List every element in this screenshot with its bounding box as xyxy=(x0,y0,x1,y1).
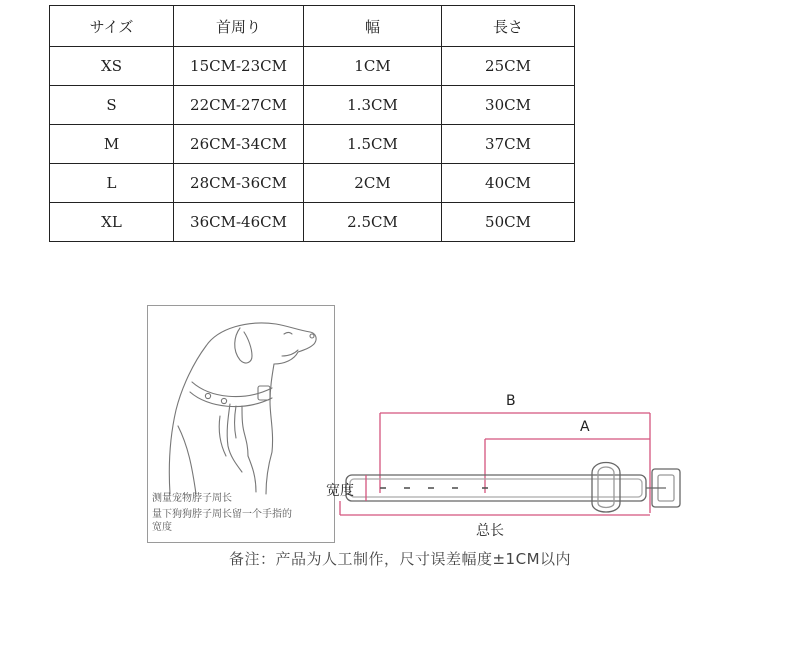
caption-line-3: 宽度 xyxy=(152,522,172,533)
table-row xyxy=(50,86,575,125)
cell-size: L xyxy=(50,164,174,203)
cell-size: XS xyxy=(50,47,174,86)
cell-size: M xyxy=(50,125,174,164)
table-row xyxy=(50,203,575,242)
collar-strap xyxy=(346,463,680,513)
cell-neck: 36CM-46CM xyxy=(174,203,304,242)
table-row xyxy=(50,47,575,86)
dog-illustration xyxy=(147,305,335,543)
label-total: 总长 xyxy=(476,523,504,539)
dimension-total xyxy=(340,501,650,515)
table-row xyxy=(50,164,575,203)
caption-line-2: 量下狗狗脖子周长留一个手指的 xyxy=(152,509,292,520)
caption-line-1: 测量宠物脖子周长 xyxy=(152,493,232,504)
cell-length: 25CM xyxy=(442,47,575,86)
collar-dimension-diagram xyxy=(326,385,700,545)
label-a: A xyxy=(580,419,590,435)
cell-length: 30CM xyxy=(442,86,575,125)
cell-length: 50CM xyxy=(442,203,575,242)
cell-length: 40CM xyxy=(442,164,575,203)
table-header-row xyxy=(50,6,575,47)
header-length: 長さ xyxy=(442,6,575,47)
label-b: B xyxy=(506,393,516,409)
dog-collar-drawing xyxy=(148,306,334,496)
cell-width: 1.5CM xyxy=(304,125,442,164)
cell-neck: 28CM-36CM xyxy=(174,164,304,203)
cell-size: S xyxy=(50,86,174,125)
cell-neck: 26CM-34CM xyxy=(174,125,304,164)
header-neck: 首周り xyxy=(174,6,304,47)
cell-width: 1CM xyxy=(304,47,442,86)
dimension-a xyxy=(485,439,650,493)
cell-width: 2CM xyxy=(304,164,442,203)
cell-neck: 22CM-27CM xyxy=(174,86,304,125)
cell-width: 2.5CM xyxy=(304,203,442,242)
footnote: 备注：产品为人工制作，尺寸误差幅度±1CM以内 xyxy=(228,550,572,568)
cell-size: XL xyxy=(50,203,174,242)
cell-neck: 15CM-23CM xyxy=(174,47,304,86)
table-row xyxy=(50,125,575,164)
label-width: 宽度 xyxy=(326,483,354,499)
size-table xyxy=(49,5,575,242)
header-width: 幅 xyxy=(304,6,442,47)
header-size: サイズ xyxy=(50,6,174,47)
cell-width: 1.3CM xyxy=(304,86,442,125)
cell-length: 37CM xyxy=(442,125,575,164)
